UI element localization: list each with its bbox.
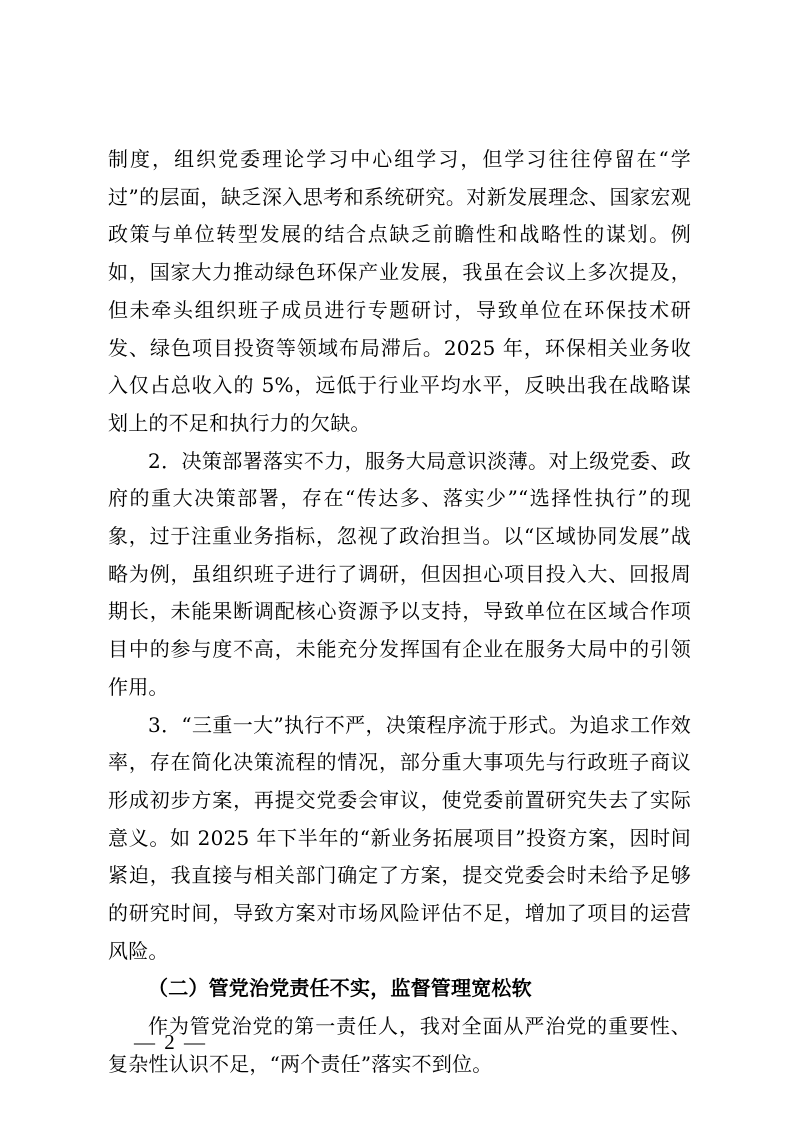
document-body [108, 141, 691, 1084]
page-number: — 2 — [134, 1030, 207, 1054]
section-heading: （二）管党治党责任不实，监督管理宽松软 [148, 976, 532, 1001]
paragraph-section-intro: 作为管党治党的第一责任人，我对全面从严治党的重要性、复杂性认识不足，“两个责任”落实不到位。 [108, 1014, 691, 1076]
paragraph-item-2: 2．决策部署落实不力，服务大局意识淡薄。对上级党委、政府的重大决策部署，存在“传达多、落实少”“选择性执行”的现象，过于注重业务指标，忽视了政治担当。以“区域协同发展”战略为例，虽组织班子进行了调研，但因担心项目投入大、回报周期长，未能果断调配核心资源予以支持，导致单位在区域合作项目中的参与度不高，未能充分发挥国有企业在服务大局中的引领作用。 [108, 448, 691, 699]
paragraph-continuation: 制度，组织党委理论学习中心组学习，但学习往往停留在“学过”的层面，缺乏深入思考和系统研究。对新发展理念、国家宏观政策与单位转型发展的结合点缺乏前瞻性和战略性的谋划。例如，国家大力推动绿色环保产业发展，我虽在会议上多次提及，但未牵头组织班子成员进行专题研讨，导致单位在环保技术研发、绿色项目投资等领域布局滞后。2025 年，环保相关业务收入仅占总收入的 5%，远低于行业平均水平，反映出我在战略谋划上的不足和执行力的欠缺。 [108, 147, 691, 435]
paragraph-item-3: 3．“三重一大”执行不严，决策程序流于形式。为追求工作效率，存在简化决策流程的情况，部分重大事项先与行政班子商议形成初步方案，再提交党委会审议，使党委前置研究失去了实际意义。如 2025 年下半年的“新业务拓展项目”投资方案，因时间紧迫，我直接与相关部门确定了方案，提交党委会时未给予足够的研究时间，导致方案对市场风险评估不足，增加了项目的运营风险。 [108, 712, 691, 963]
